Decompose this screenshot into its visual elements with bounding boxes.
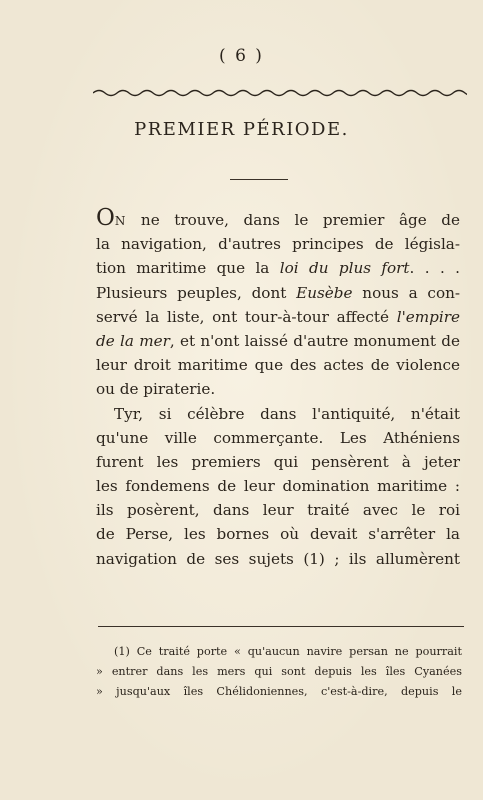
body-text xyxy=(96,205,460,571)
text-line: de la mer, et n'ont laissé d'autre monument de xyxy=(96,331,460,350)
page-number: ( 6 ) xyxy=(219,46,264,66)
text-line: ils posèrent, dans leur traité avec le roi xyxy=(96,501,460,520)
text-line: qu'une ville commerçante. Les Athéniens xyxy=(96,428,460,447)
text-line: ou de piraterie. xyxy=(96,380,216,399)
decorative-ornament-rule xyxy=(93,86,467,100)
text-line: les fondemens de leur domination maritime : xyxy=(96,477,460,496)
title-divider xyxy=(230,179,288,180)
section-title: PREMIER PÉRIODE. xyxy=(134,119,349,140)
text-line: servé la liste, ont tour-à-tour affecté l'empire xyxy=(96,307,460,326)
text-line: leur droit maritime que des actes de violence xyxy=(96,356,460,375)
footnote-line: » jusqu'aux îles Chélidoniennes, c'est-à-dire, depuis le xyxy=(96,685,462,698)
footnote-line: » entrer dans les mers qui sont depuis les îles Cyanées xyxy=(96,665,462,678)
drop-cap: O xyxy=(96,205,115,231)
text-line: navigation de ses sujets (1) ; ils allumèrent xyxy=(96,549,460,568)
text-line: la navigation, d'autres principes de législa- xyxy=(96,235,460,254)
text-line: Tyr, si célèbre dans l'antiquité, n'était xyxy=(114,404,460,423)
text-line: ON ne trouve, dans le premier âge de xyxy=(96,205,460,231)
text-line: de Perse, les bornes où devait s'arrêter la xyxy=(96,525,460,544)
footnote-line: (1) Ce traité porte « qu'aucun navire persan ne pourrait xyxy=(114,645,462,658)
footnote-divider xyxy=(98,626,464,627)
text-line: Plusieurs peuples, dont Eusèbe nous a con- xyxy=(96,283,460,302)
text-line: furent les premiers qui pensèrent à jeter xyxy=(96,452,460,471)
text-line: tion maritime que la loi du plus fort. . . . xyxy=(96,259,460,278)
footnote xyxy=(96,642,462,702)
